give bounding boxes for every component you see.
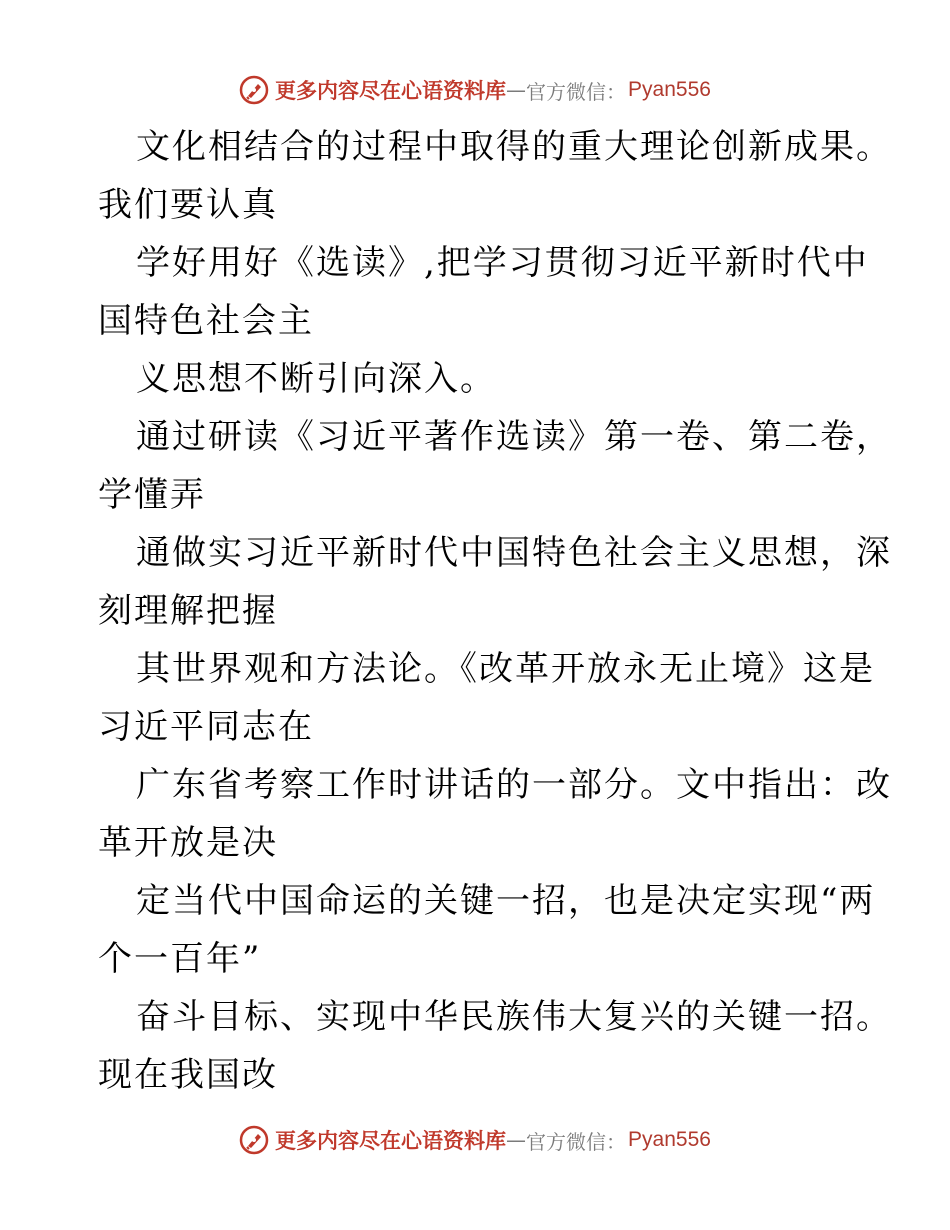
header-wechat-id: Pyan556 (628, 78, 711, 101)
header-site-text: 更多内容尽在心语资料库 (275, 78, 507, 103)
footer-banner (0, 1120, 950, 1160)
footer-wechat-label: 官方微信： (526, 1129, 627, 1154)
pen-nib-logo-icon (239, 1125, 269, 1155)
text-line: 奋斗目标、实现中华民族伟大复兴的关键一招。 (136, 997, 892, 1037)
text-line: 学懂弄 (98, 475, 206, 515)
footer-wechat-id: Pyan556 (628, 1128, 711, 1151)
text-line: 习近平同志在 (98, 707, 314, 747)
header-separator: — (506, 78, 527, 102)
footer-site-text: 更多内容尽在心语资料库 (275, 1128, 507, 1153)
text-line: 通做实习近平新时代中国特色社会主义思想，深 (136, 533, 892, 573)
text-line: 义思想不断引向深入。 (136, 359, 496, 399)
text-line: 我们要认真 (98, 185, 278, 225)
text-line: 广东省考察工作时讲话的一部分。文中指出：改 (136, 765, 892, 805)
text-line: 文化相结合的过程中取得的重大理论创新成果。 (136, 127, 892, 167)
text-line: 定当代中国命运的关键一招，也是决定实现“两 (136, 881, 876, 921)
text-line: 国特色社会主 (98, 301, 314, 341)
header-banner (0, 70, 950, 110)
header-wechat-label: 官方微信： (526, 79, 627, 104)
pen-nib-logo-icon (239, 75, 269, 105)
text-line: 革开放是决 (98, 823, 278, 863)
text-line: 其世界观和方法论。《改革开放永无止境》这是 (136, 649, 875, 689)
text-line: 刻理解把握 (98, 591, 278, 631)
footer-separator: — (506, 1128, 527, 1152)
text-line: 通过研读《习近平著作选读》第一卷、第二卷， (136, 417, 892, 457)
text-line: 现在我国改 (98, 1055, 278, 1095)
document-body (98, 118, 892, 1104)
text-line: 学好用好《选读》,把学习贯彻习近平新时代中 (136, 243, 869, 283)
text-line: 个一百年” (98, 939, 262, 979)
